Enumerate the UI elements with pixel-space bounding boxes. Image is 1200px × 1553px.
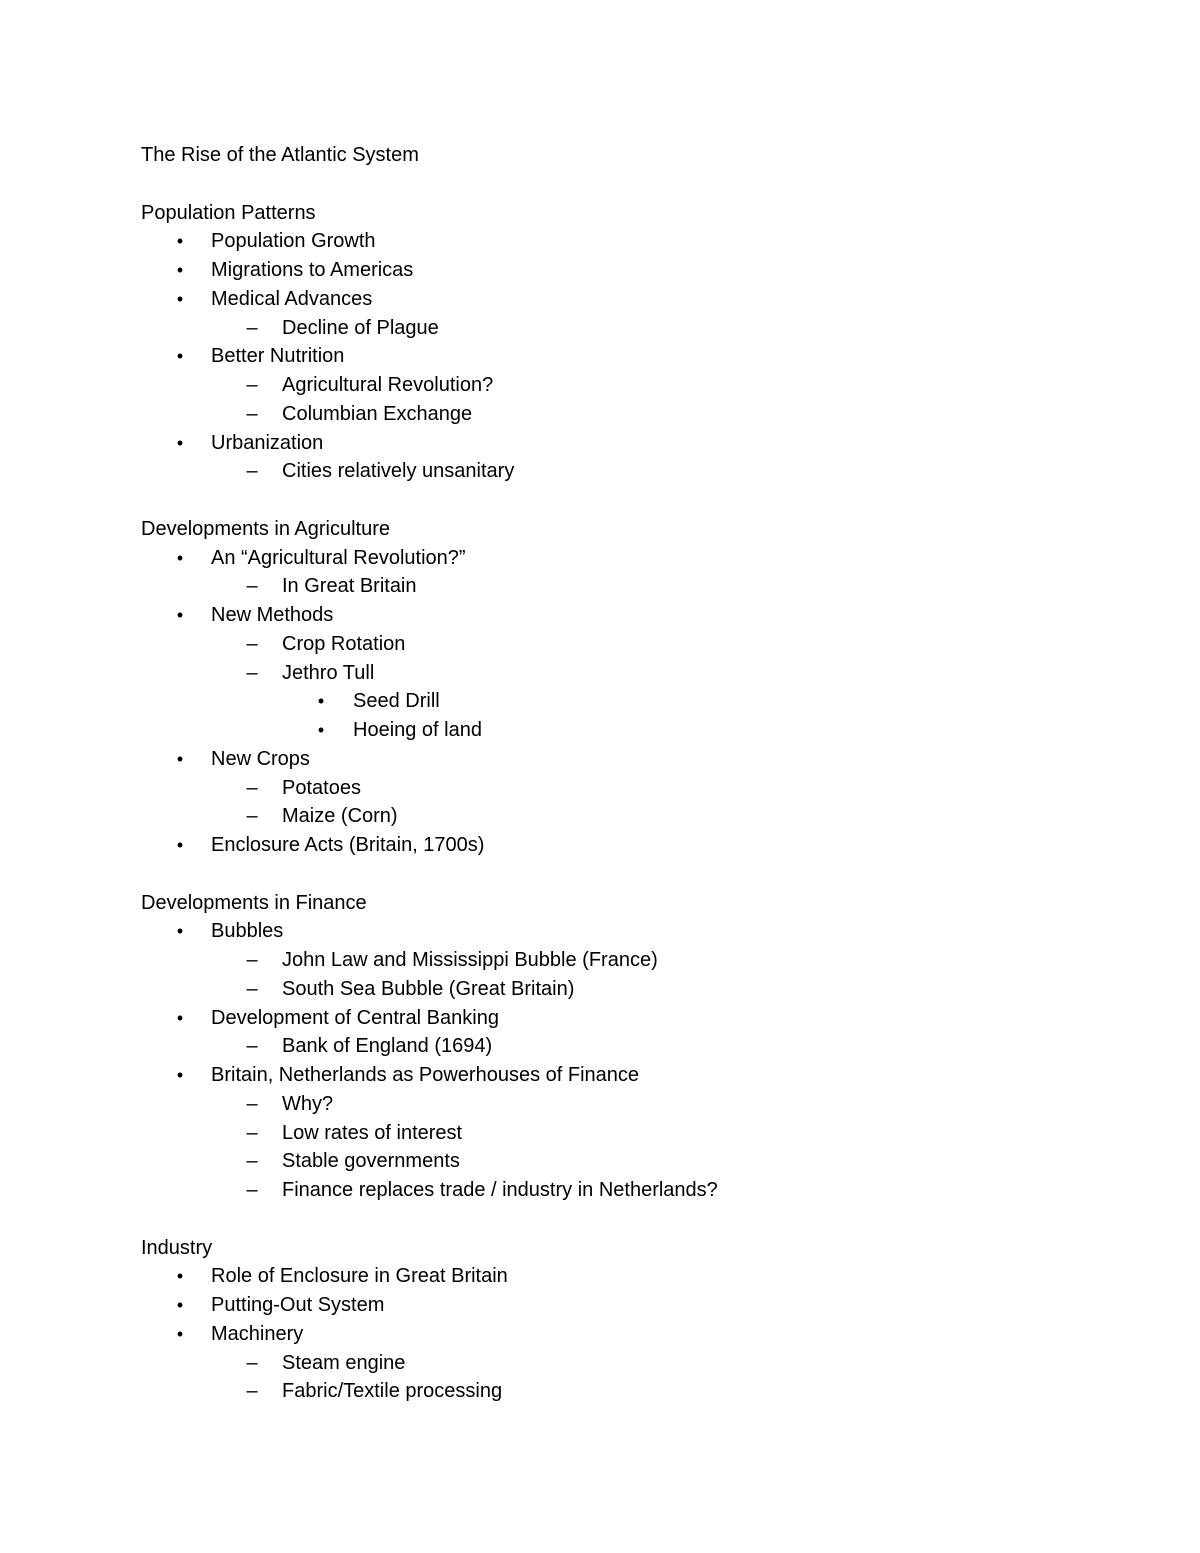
section-heading [141,515,1141,544]
outline-item-level-3 [141,687,1141,716]
dash-marker: – [246,1121,258,1144]
section-heading [141,199,1141,228]
bullet-marker: • [176,260,184,280]
section-heading [141,889,1141,918]
outline-item-level-2 [141,314,1141,343]
bullet-marker: • [317,691,325,712]
line-text: Medical Advances [211,287,373,310]
line-text: Role of Enclosure in Great Britain [211,1265,508,1288]
dash-marker: – [246,805,258,828]
outline-item-level-2 [141,946,1141,975]
line-text: Better Nutrition [211,345,345,368]
dash-marker: – [246,460,258,483]
bullet-marker: • [176,432,184,453]
outline-item-level-2 [141,457,1141,486]
line-text: The Rise of the Atlantic System [141,144,419,166]
bullet-marker: • [176,1323,184,1344]
line-text: Machinery [211,1322,304,1345]
dash-marker: – [246,661,258,684]
bullet-marker: • [176,1007,184,1028]
line-text: Stable governments [282,1150,460,1173]
outline-item-level-2 [141,1176,1141,1205]
outline-item-level-1 [141,544,1141,573]
line-text: Developments in Agriculture [141,517,391,540]
line-text: Crop Rotation [282,632,406,655]
blank-line [141,170,1141,199]
outline-item-level-1 [141,601,1141,630]
outline-item-level-2 [141,1147,1141,1176]
line-text: Urbanization [211,431,324,454]
outline-item-level-2 [141,1349,1141,1378]
bullet-marker: • [176,288,184,309]
line-text: Potatoes [282,776,361,799]
outline-item-level-1 [141,1291,1141,1320]
bullet-marker: • [176,346,184,367]
line-text: Jethro Tull [282,661,375,684]
bullet-marker: • [176,835,184,855]
outline-item-level-1 [141,1004,1141,1033]
line-text: Migrations to Americas [211,259,414,281]
bullet-marker: • [176,231,184,252]
dash-marker: – [246,776,258,799]
line-text: Decline of Plague [282,316,439,339]
dash-marker: – [246,402,258,425]
line-text: Population Patterns [141,201,316,224]
line-text: Britain, Netherlands as Powerhouses of Finance [211,1064,640,1086]
outline-item-level-1 [141,917,1141,946]
bullet-marker: • [317,720,325,740]
bullet-marker: • [176,1065,184,1085]
line-text: Development of Central Banking [211,1006,499,1029]
line-text: Columbian Exchange [282,402,473,425]
outline-item-level-1 [141,831,1141,860]
dash-marker: – [246,374,258,396]
line-text: John Law and Mississippi Bubble (France) [282,949,658,971]
outline-item-level-2 [141,659,1141,688]
outline-item-level-1 [141,1262,1141,1291]
outline-item-level-1 [141,256,1141,285]
outline-item-level-2 [141,1377,1141,1406]
line-text: Population Growth [211,230,376,253]
dash-marker: – [246,1351,258,1374]
outline-item-level-1 [141,1061,1141,1090]
line-text: Industry [141,1236,213,1259]
line-text: Enclosure Acts (Britain, 1700s) [211,834,485,856]
bullet-marker: • [176,1266,184,1287]
dash-marker: – [246,1150,258,1173]
line-text: New Crops [211,747,310,770]
outline-item-level-1 [141,1320,1141,1349]
outline-item-level-3 [141,716,1141,745]
bullet-marker: • [176,921,184,942]
blank-line [141,486,1141,515]
line-text: Cities relatively unsanitary [282,460,515,483]
dash-marker: – [246,1035,258,1058]
outline-item-level-2 [141,975,1141,1004]
outline-item-level-1 [141,227,1141,256]
outline-item-level-1 [141,285,1141,314]
outline-item-level-2 [141,400,1141,429]
line-text: Hoeing of land [353,719,482,741]
bullet-marker: • [176,1295,184,1315]
outline-item-level-1 [141,745,1141,774]
outline-item-level-2 [141,1119,1141,1148]
line-text: Developments in Finance [141,891,367,914]
line-text: Fabric/Textile processing [282,1380,503,1403]
outline-item-level-2 [141,774,1141,803]
section-heading [141,1234,1141,1263]
outline-item-level-2 [141,802,1141,831]
outline-item-level-2 [141,1090,1141,1119]
blank-line [141,1205,1141,1234]
line-text: Finance replaces trade / industry in Netherlands? [282,1179,718,1201]
outline-item-level-2 [141,572,1141,601]
line-text: Seed Drill [353,690,440,713]
line-text: Agricultural Revolution? [282,374,494,396]
dash-marker: – [246,949,258,971]
dash-marker: – [246,632,258,655]
document-title [141,141,1141,170]
dash-marker: – [246,977,258,1000]
line-text: Putting-Out System [211,1294,385,1316]
document-page [141,141,1141,1406]
line-text: Why? [282,1092,334,1115]
line-text: Steam engine [282,1351,406,1374]
dash-marker: – [246,1179,258,1201]
outline-item-level-2 [141,371,1141,400]
dash-marker: – [246,1380,258,1403]
dash-marker: – [246,1092,258,1115]
bullet-marker: • [176,748,184,769]
line-text: South Sea Bubble (Great Britain) [282,977,575,1000]
dash-marker: – [246,575,258,598]
outline-item-level-1 [141,342,1141,371]
line-text: In Great Britain [282,575,417,598]
outline-item-level-1 [141,429,1141,458]
line-text: An “Agricultural Revolution?” [211,546,466,569]
line-text: Bubbles [211,920,284,943]
outline-item-level-2 [141,1032,1141,1061]
line-text: Low rates of interest [282,1121,463,1144]
bullet-marker: • [176,605,184,625]
bullet-marker: • [176,547,184,568]
blank-line [141,860,1141,889]
line-text: New Methods [211,604,334,626]
line-text: Maize (Corn) [282,805,398,828]
line-text: Bank of England (1694) [282,1035,493,1058]
dash-marker: – [246,316,258,339]
outline-item-level-2 [141,630,1141,659]
